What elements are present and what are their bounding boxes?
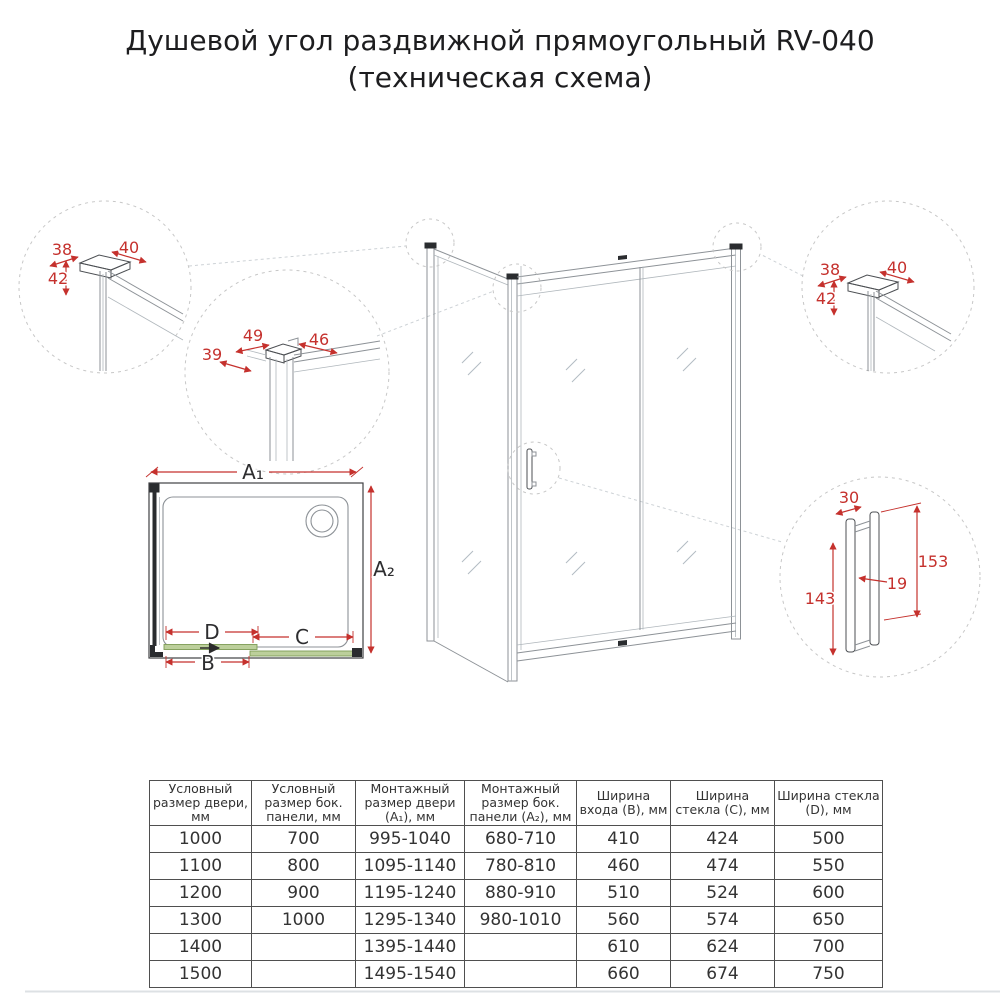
cell: 1295-1340 xyxy=(356,907,465,934)
col-header-panel-size: Условный размер бок. панели, мм xyxy=(252,781,356,826)
table-row xyxy=(150,961,883,988)
dim-d xyxy=(166,620,258,648)
dim-a1 xyxy=(146,460,363,484)
detail-leader-lines xyxy=(189,246,803,542)
cell xyxy=(252,961,356,988)
plan-corner-profile-top xyxy=(150,484,160,493)
bottom-rail xyxy=(517,616,736,661)
cell: 680-710 xyxy=(465,826,577,853)
cell: 660 xyxy=(577,961,671,988)
cell: 600 xyxy=(775,880,883,907)
plan-fixed-glass xyxy=(250,651,354,656)
cell: 1400 xyxy=(150,934,252,961)
col-header-glass-c: Ширина стекла (C), мм xyxy=(671,781,775,826)
cell: 1495-1540 xyxy=(356,961,465,988)
cell: 574 xyxy=(671,907,775,934)
col-header-glass-d: Ширина стекла (D), мм xyxy=(775,781,883,826)
cell: 1095-1140 xyxy=(356,853,465,880)
plan-corner-profile-bottom xyxy=(150,645,163,657)
cell: 1200 xyxy=(150,880,252,907)
bottom-roller-icon xyxy=(618,640,627,646)
cell: 550 xyxy=(775,853,883,880)
dim-30-handle: 30 xyxy=(838,488,860,507)
cell: 650 xyxy=(775,907,883,934)
dim-42-top-left: 42 xyxy=(47,269,69,288)
plan-wall-profile xyxy=(153,492,157,646)
label-d: D xyxy=(204,620,220,644)
dim-49-corner: 49 xyxy=(242,326,264,345)
plan-end-profile xyxy=(352,648,362,657)
label-a2: A₂ xyxy=(373,557,395,581)
detail-top-left-profile xyxy=(19,201,191,373)
shower-tray xyxy=(163,497,348,647)
sliding-door-glass xyxy=(521,266,643,650)
cell xyxy=(465,934,577,961)
cell: 500 xyxy=(775,826,883,853)
label-a1: A₁ xyxy=(242,460,264,484)
table-header-row xyxy=(150,781,883,826)
cell: 460 xyxy=(577,853,671,880)
detail-handle xyxy=(780,477,980,677)
dim-143-handle: 143 xyxy=(804,589,836,608)
corner-post xyxy=(507,274,519,682)
cell: 510 xyxy=(577,880,671,907)
cell: 700 xyxy=(252,826,356,853)
cell: 474 xyxy=(671,853,775,880)
label-b: B xyxy=(201,651,215,675)
cell xyxy=(252,934,356,961)
cell: 995-1040 xyxy=(356,826,465,853)
page-title-line1: Душевой угол раздвижной прямоугольный RV-040 xyxy=(125,24,875,57)
cell: 674 xyxy=(671,961,775,988)
cell: 610 xyxy=(577,934,671,961)
cell: 980-1010 xyxy=(465,907,577,934)
dim-46-corner: 46 xyxy=(308,330,330,349)
plan-view xyxy=(146,460,395,675)
cell: 880-910 xyxy=(465,880,577,907)
dim-153-handle: 153 xyxy=(917,552,949,571)
cell: 780-810 xyxy=(465,853,577,880)
dim-42-top-right: 42 xyxy=(815,289,837,308)
dim-19-handle: 19 xyxy=(886,574,908,593)
cell: 624 xyxy=(671,934,775,961)
label-c: C xyxy=(295,625,309,649)
cell: 900 xyxy=(252,880,356,907)
cell: 1100 xyxy=(150,853,252,880)
cell: 524 xyxy=(671,880,775,907)
cell: 1000 xyxy=(252,907,356,934)
table-row xyxy=(150,880,883,907)
main-3d-view xyxy=(406,219,761,682)
dim-c xyxy=(253,625,353,649)
left-wall-profile xyxy=(425,243,437,642)
cell: 1300 xyxy=(150,907,252,934)
side-panel-glass xyxy=(434,249,508,682)
cell: 560 xyxy=(577,907,671,934)
dim-a2 xyxy=(371,486,395,653)
col-header-entry-width: Ширина входа (B), мм xyxy=(577,781,671,826)
cell: 410 xyxy=(577,826,671,853)
callout-circles xyxy=(406,219,761,494)
cell xyxy=(465,961,577,988)
dim-40-top-right: 40 xyxy=(886,258,908,277)
cell: 800 xyxy=(252,853,356,880)
cell: 1000 xyxy=(150,826,252,853)
cell: 700 xyxy=(775,934,883,961)
dim-40-top-left: 40 xyxy=(118,238,140,257)
page-title-line2: (техническая схема) xyxy=(347,61,653,94)
col-header-door-size: Условный размер двери, мм xyxy=(150,781,252,826)
cell: 750 xyxy=(775,961,883,988)
detail-corner-post xyxy=(185,270,389,474)
dim-b xyxy=(166,651,249,675)
col-header-door-mount: Монтажный размер двери (A₁), мм xyxy=(356,781,465,826)
table-row xyxy=(150,853,883,880)
dim-39-corner: 39 xyxy=(201,345,223,364)
dim-38-top-right: 38 xyxy=(819,260,841,279)
cell: 1500 xyxy=(150,961,252,988)
cell: 1195-1240 xyxy=(356,880,465,907)
cell: 424 xyxy=(671,826,775,853)
table-row xyxy=(150,934,883,961)
dim-38-top-left: 38 xyxy=(51,240,73,259)
cell: 1395-1440 xyxy=(356,934,465,961)
detail-top-right-profile xyxy=(802,201,974,373)
col-header-panel-mount: Монтажный размер бок. панели (A₂), мм xyxy=(465,781,577,826)
top-rail xyxy=(517,248,736,296)
top-roller-icon xyxy=(618,255,627,260)
glass-reflection-marks xyxy=(462,348,696,575)
right-wall-profile xyxy=(730,244,743,640)
size-table xyxy=(149,780,883,988)
door-handle xyxy=(527,449,536,489)
table-row xyxy=(150,907,883,934)
drain-icon xyxy=(306,505,338,537)
table-row xyxy=(150,826,883,853)
